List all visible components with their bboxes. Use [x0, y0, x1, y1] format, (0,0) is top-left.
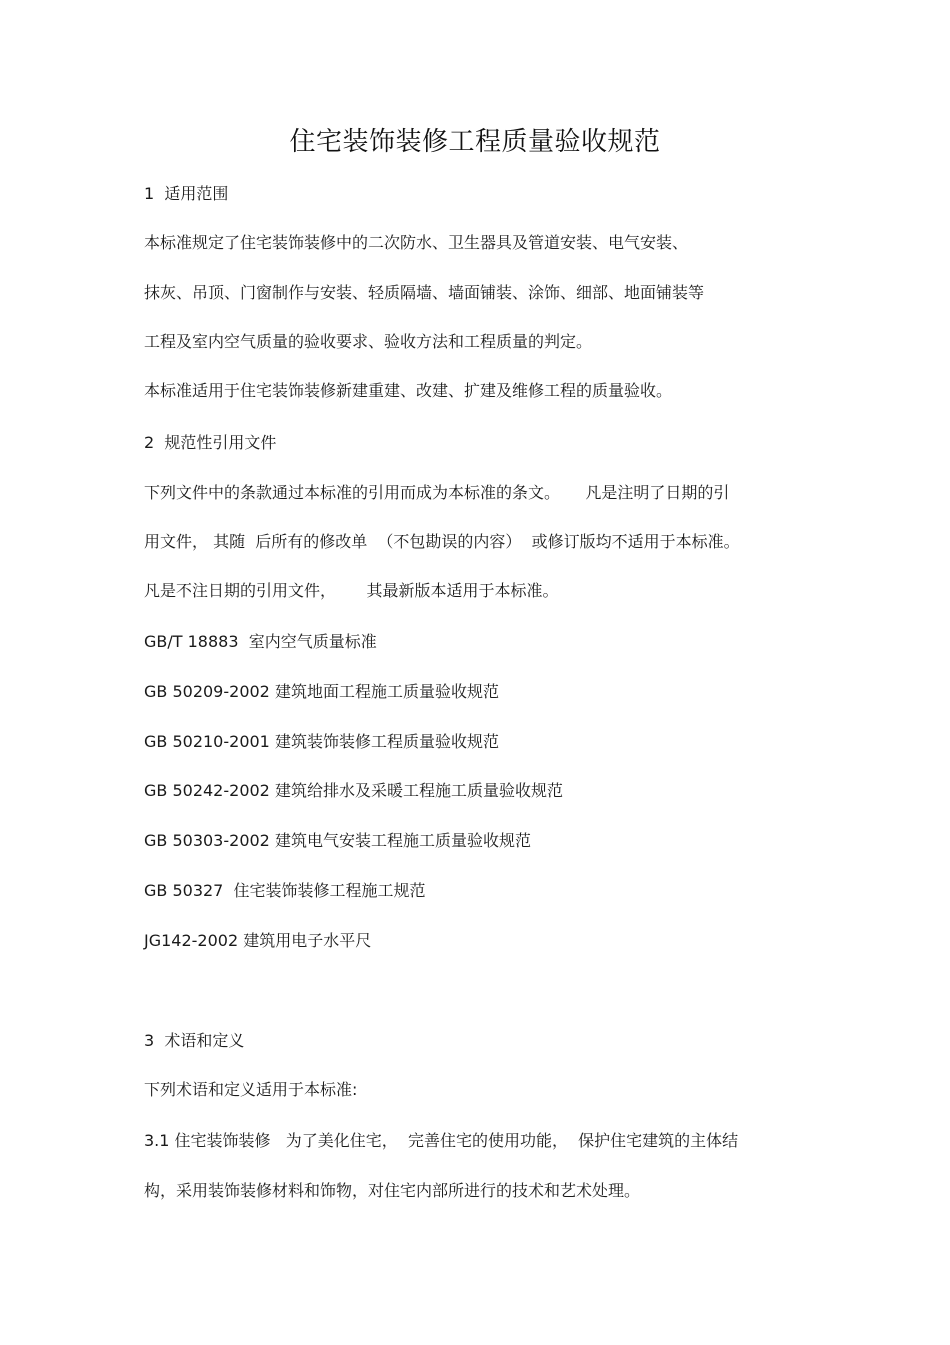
paragraph-line: 本标准规定了住宅装饰装修中的二次防水、卫生器具及管道安装、电气安装、 — [144, 233, 689, 252]
reference-item: GB 50303-2002 建筑电气安装工程施工质量验收规范 — [144, 831, 531, 850]
paragraph-line: 抹灰、吊顶、门窗制作与安装、轻质隔墙、墙面铺装、涂饰、细部、地面铺装等 — [144, 283, 705, 302]
reference-item: JG142-2002 建筑用电子水平尺 — [144, 931, 372, 950]
paragraph-line: 下列文件中的条款通过本标准的引用而成为本标准的条文。 凡是注明了日期的引 — [144, 483, 730, 502]
reference-item: GB 50327 住宅装饰装修工程施工规范 — [144, 881, 426, 900]
reference-item: GB 50210-2001 建筑装饰装修工程质量验收规范 — [144, 732, 499, 751]
paragraph-line: 本标准适用于住宅装饰装修新建重建、改建、扩建及维修工程的质量验收。 — [144, 381, 673, 400]
paragraph-line: 凡是不注日期的引用文件， 其最新版本适用于本标准。 — [144, 581, 559, 600]
section-heading-terms: 3 术语和定义 — [144, 1031, 245, 1050]
document-title: 住宅装饰装修工程质量验收规范 — [289, 127, 661, 157]
reference-item: GB 50209-2002 建筑地面工程施工质量验收规范 — [144, 682, 499, 701]
paragraph-line: 工程及室内空气质量的验收要求、验收方法和工程质量的判定。 — [144, 332, 593, 351]
paragraph-line: 用文件， 其随 后所有的修改单 （不包勘误的内容） 或修订版均不适用于本标准。 — [144, 532, 740, 551]
paragraph-line: 3.1 住宅装饰装修 为了美化住宅， 完善住宅的使用功能， 保护住宅建筑的主体结 — [144, 1131, 739, 1150]
paragraph-line: 构，采用装饰装修材料和饰物，对住宅内部所进行的技术和艺术处理。 — [144, 1181, 641, 1200]
reference-item: GB 50242-2002 建筑给排水及采暖工程施工质量验收规范 — [144, 781, 563, 800]
section-heading-references: 2 规范性引用文件 — [144, 433, 277, 452]
paragraph-line: 下列术语和定义适用于本标准: — [144, 1080, 358, 1099]
reference-item: GB/T 18883 室内空气质量标准 — [144, 632, 377, 651]
section-heading-scope: 1 适用范围 — [144, 184, 229, 203]
